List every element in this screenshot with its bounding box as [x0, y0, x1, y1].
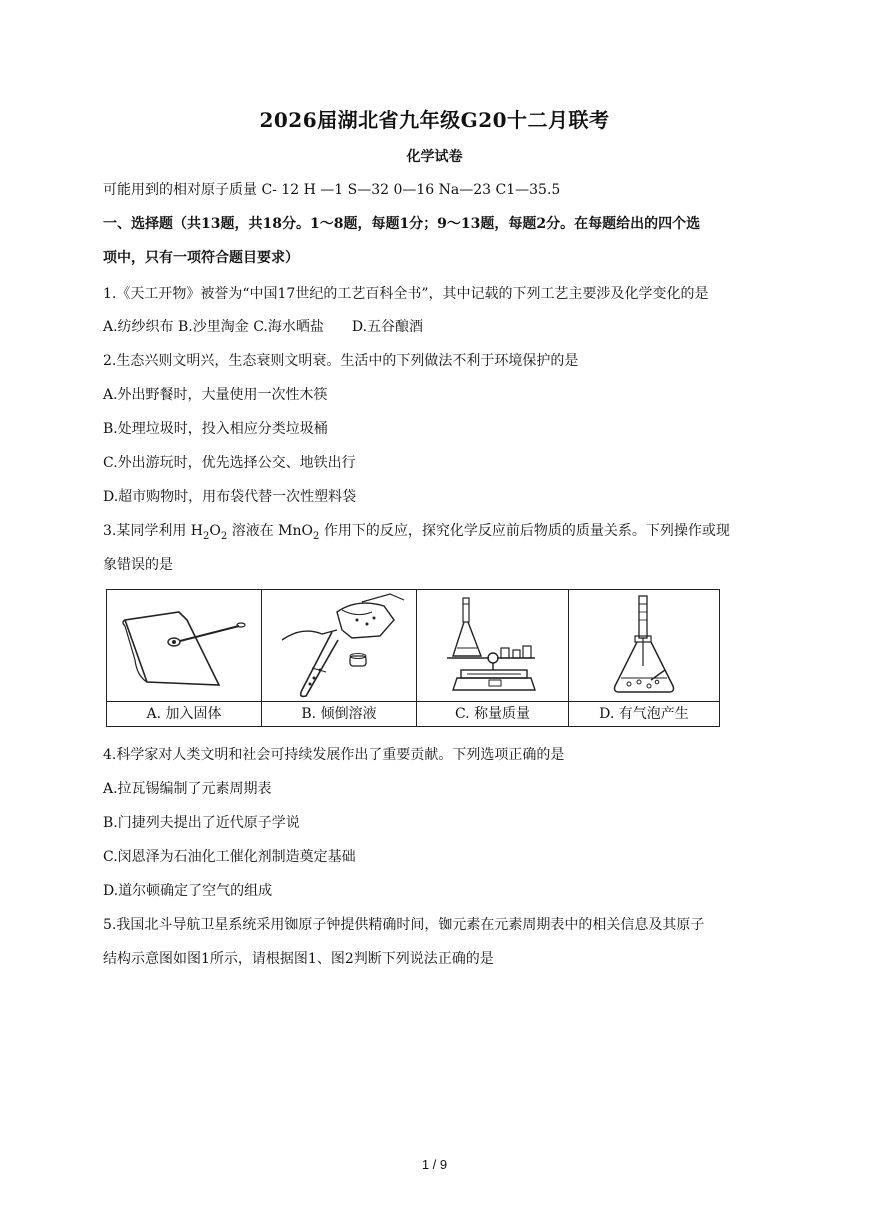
section-heading-line2: 项中，只有一项符合题目要求）	[103, 250, 299, 266]
question-4-option-b: B.门捷列夫提出了近代原子学说	[103, 815, 300, 831]
figure-cell-a	[107, 590, 262, 726]
page-title: 2026届湖北省九年级G20十二月联考	[259, 108, 610, 132]
question-1-stem: 1.《天工开物》被誉为“中国17世纪的工艺百科全书”，其中记载的下列工艺主要涉及化学变化的是	[103, 286, 709, 302]
flask-spatula-icon	[107, 590, 262, 702]
question-3-figure-table	[106, 589, 720, 727]
question-2-option-d: D.超市购物时，用布袋代替一次性塑料袋	[103, 489, 357, 505]
question-4-stem: 4.科学家对人类文明和社会可持续发展作出了重要贡献。下列选项正确的是	[103, 747, 565, 763]
question-2-option-b: B.处理垃圾时，投入相应分类垃圾桶	[103, 421, 328, 437]
figure-caption-c: C. 称量质量	[417, 701, 568, 726]
figure-cell-d	[569, 590, 719, 726]
pouring-liquid-icon	[262, 590, 417, 702]
flask-bubbles-icon	[569, 590, 719, 702]
balance-scale-icon	[417, 590, 569, 702]
page-number: 1 / 9	[421, 1157, 448, 1172]
figure-caption-b: B. 倾倒溶液	[262, 701, 416, 726]
figure-caption-d: D. 有气泡产生	[569, 701, 719, 726]
figure-caption-a: A. 加入固体	[107, 701, 261, 726]
question-1-options: A.纺纱织布 B.沙里淘金 C.海水晒盐 D.五谷酿酒	[103, 319, 424, 335]
question-2-stem: 2.生态兴则文明兴，生态衰则文明衰。生活中的下列做法不利于环境保护的是	[103, 353, 579, 369]
question-3-stem-line2: 象错误的是	[103, 557, 173, 573]
figure-cell-b	[262, 590, 417, 726]
question-5-stem: 5.我国北斗导航卫星系统采用铷原子钟提供精确时间，铷元素在元素周期表中的相关信息及其原子	[103, 917, 705, 933]
question-4-option-d: D.道尔顿确定了空气的组成	[103, 883, 273, 899]
question-2-option-c: C.外出游玩时，优先选择公交、地铁出行	[103, 455, 356, 471]
section-heading-line1: 一、选择题（共13题，共18分。1～8题，每题1分；9～13题，每题2分。在每题给出的四个选	[103, 216, 701, 232]
figure-cell-c	[417, 590, 569, 726]
question-3-stem: 3.某同学利用 $H_2O_2$ 溶液在 MnO$_2$ 作用下的反应，探究化学反应前后物质的质量关系。下列操作或现	[103, 523, 730, 542]
question-4-option-c: C.闵恩泽为石油化工催化剂制造奠定基础	[103, 849, 356, 865]
question-4-option-a: A.拉瓦锡编制了元素周期表	[103, 781, 272, 797]
question-5-stem-line2: 结构示意图如图1所示，请根据图1、图2判断下列说法正确的是	[103, 951, 494, 967]
atomic-masses-note: 可能用到的相对原子质量 C- 12 H —1 S—32 0—16 Na—23 C1—35.5	[103, 182, 561, 198]
question-2-option-a: A.外出野餐时，大量使用一次性木筷	[103, 387, 328, 403]
page-subtitle: 化学试卷	[406, 149, 463, 165]
